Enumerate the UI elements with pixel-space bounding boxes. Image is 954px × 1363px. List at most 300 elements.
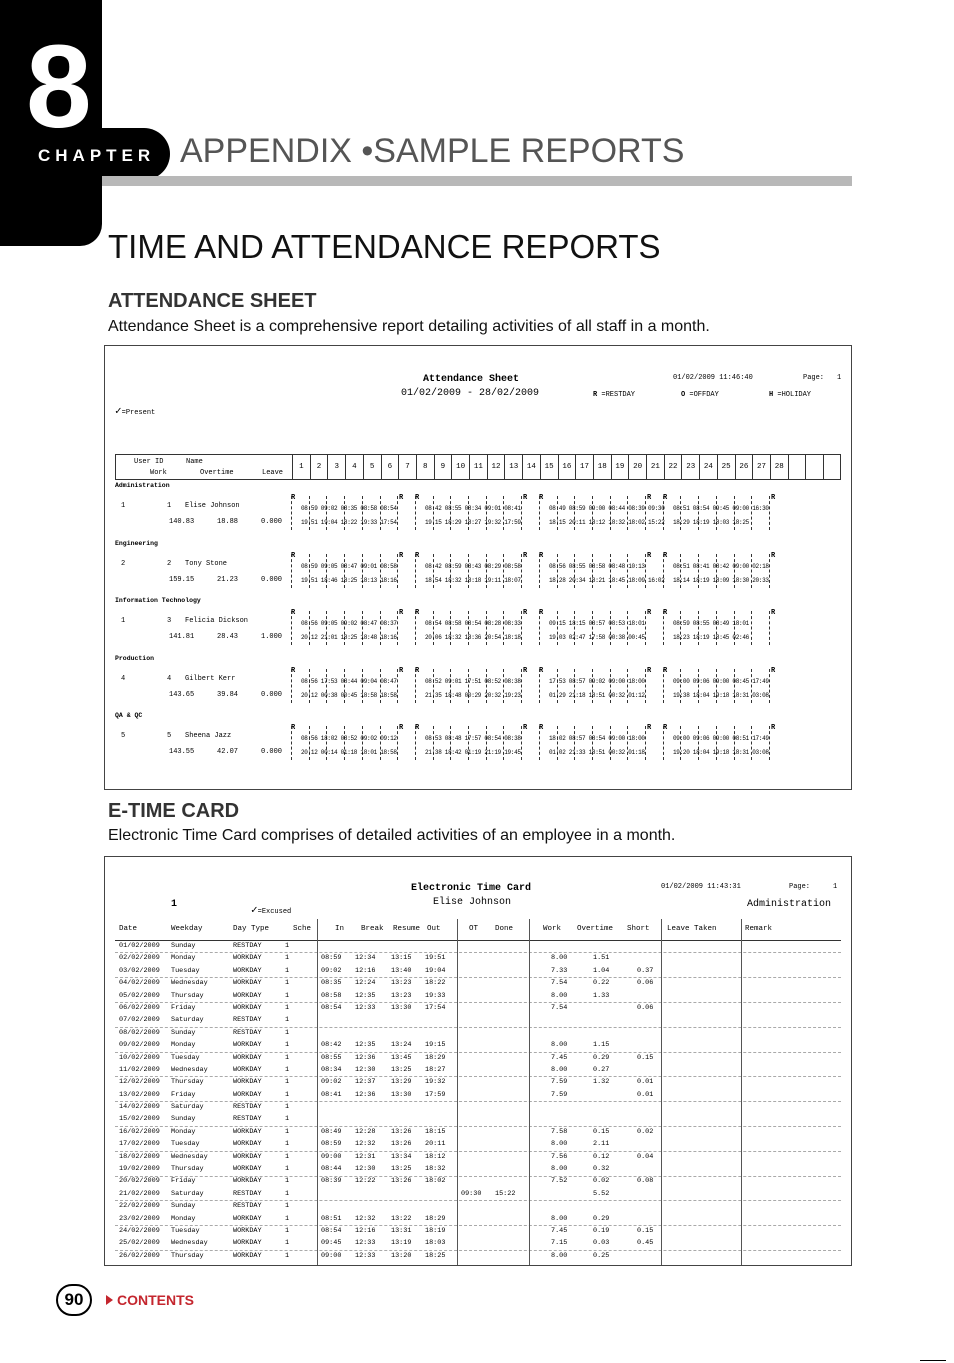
table-row [115, 1040, 841, 1052]
table-cell: 0.02 [593, 1177, 610, 1186]
day-header-cell: 18 [593, 455, 611, 479]
restday-marker: R [415, 609, 420, 617]
etc-report-title: Electronic Time Card [411, 883, 532, 894]
overtime-hours: 42.07 [217, 748, 239, 756]
day-header-cell: 10 [451, 455, 469, 479]
table-row [115, 1189, 841, 1201]
user-id: 5 [167, 732, 172, 740]
table-cell: 09:02 [321, 1078, 342, 1087]
table-row [115, 1090, 841, 1102]
header-rule [102, 176, 852, 186]
day-separator [539, 669, 540, 703]
excused-legend-label: =Excused [257, 908, 292, 916]
table-cell: 8.00 [551, 991, 568, 1000]
user-id: 3 [167, 617, 172, 625]
table-row [115, 1065, 841, 1077]
table-cell: 13/02/2009 [119, 1090, 160, 1099]
table-cell: 0.32 [593, 1165, 610, 1174]
dept-number: 1 [121, 617, 126, 625]
day-separator [397, 496, 398, 530]
table-cell: 12:35 [355, 991, 376, 1000]
user-id: 2 [167, 559, 172, 568]
table-cell: Monday [171, 1214, 196, 1223]
week-out-times: 18:54 18:32 18:18 19:11 18:07 [425, 576, 521, 584]
restday-marker: R [663, 666, 668, 675]
restday-marker: R [523, 666, 528, 675]
col-leave: Leave [262, 469, 284, 477]
week-out-times: 19:20 18:04 19:18 18:31 03:08 [673, 749, 769, 756]
leave-days: 0.000 [261, 575, 283, 584]
table-cell: 12:28 [355, 1127, 376, 1136]
table-cell: 18:22 [425, 979, 446, 988]
legend-holiday [769, 391, 811, 399]
column-header: Date [119, 925, 138, 933]
table-row [115, 1176, 841, 1188]
table-cell: 8.00 [551, 1165, 568, 1174]
table-cell: 08:55 [321, 1053, 342, 1062]
table-cell: 0.02 [637, 1127, 654, 1136]
dept-number: 4 [121, 674, 126, 683]
table-cell: 0.27 [593, 1065, 610, 1074]
column-header: Break [361, 925, 384, 933]
excused-legend [251, 903, 291, 917]
table-cell: 0.03 [593, 1239, 610, 1248]
table-cell: 24/02/2009 [119, 1226, 160, 1235]
table-cell: 0.01 [637, 1090, 654, 1099]
table-cell: 13:20 [391, 1251, 412, 1260]
table-cell: 1 [285, 1127, 290, 1136]
table-cell: WORKDAY [233, 954, 262, 963]
table-cell: 12/02/2009 [119, 1078, 160, 1087]
day-separator [769, 554, 770, 588]
contents-link[interactable] [106, 1292, 194, 1308]
work-hours: 141.81 [169, 633, 195, 641]
table-cell: Wednesday [171, 1239, 208, 1248]
leave-days: 1.000 [261, 633, 283, 641]
table-cell: 08/02/2009 [119, 1028, 160, 1037]
table-cell: 13:26 [391, 1177, 412, 1186]
legend-restday [593, 391, 635, 399]
table-cell: 13:34 [391, 1152, 412, 1161]
etc-employee-name: Elise Johnson [433, 897, 512, 908]
table-cell: 08:41 [321, 1090, 342, 1099]
table-cell: 12:34 [355, 954, 376, 963]
table-cell: 1 [285, 1065, 290, 1074]
checkmark-icon: ✓ [251, 905, 258, 917]
table-cell: 13:22 [391, 1214, 412, 1223]
week-in-times: 08:42 08:59 08:43 08:29 08:58 [425, 562, 521, 570]
table-cell: 09:30 [461, 1189, 482, 1198]
table-cell: 8.00 [551, 1140, 568, 1149]
table-cell: 0.19 [593, 1226, 610, 1235]
table-cell: 1 [285, 1003, 290, 1012]
table-cell: 13:29 [391, 1078, 412, 1087]
table-cell: 12:24 [355, 979, 376, 988]
column-header: Overtime [577, 925, 614, 933]
leave-days: 0.000 [261, 518, 283, 526]
legend-offday [681, 391, 719, 399]
day-separator [645, 726, 646, 760]
table-cell: Sunday [171, 1115, 196, 1124]
table-cell: 18:19 [425, 1226, 446, 1235]
column-rule [529, 919, 530, 1265]
table-cell: 13:30 [391, 1090, 412, 1099]
etc-page-value: 1 [833, 883, 838, 891]
table-row [115, 1201, 841, 1213]
table-row [115, 1102, 841, 1114]
table-cell: Wednesday [171, 1065, 208, 1074]
week-out-times: 21:35 18:48 00:29 20:32 19:23 [425, 691, 521, 699]
table-cell: Friday [171, 1177, 196, 1186]
work-hours: 140.83 [169, 518, 195, 526]
week-out-times: 18:28 20:34 18:21 18:45 18:09 16:02 [549, 576, 665, 584]
restday-marker: R [771, 666, 776, 675]
table-cell: 11/02/2009 [119, 1065, 160, 1074]
restday-marker: R [523, 609, 528, 617]
table-row [115, 1226, 841, 1238]
day-header-cell: 11 [469, 455, 487, 479]
chapter-number: 8 [26, 21, 92, 153]
day-header-cell: 3 [327, 455, 345, 479]
table-cell: 0.37 [637, 966, 654, 975]
day-separator [415, 669, 416, 703]
table-row [115, 1003, 841, 1015]
day-header-cell: 20 [628, 455, 646, 479]
week-in-times: 09:15 18:15 08:57 08:53 18:01 [549, 620, 645, 627]
table-cell: RESTDAY [233, 1028, 262, 1037]
table-cell: 12:31 [355, 1152, 376, 1161]
table-cell: 09:00 [321, 1251, 342, 1260]
table-cell: 09:00 [321, 1152, 342, 1161]
table-row [115, 941, 841, 953]
day-header-cell: 21 [646, 455, 664, 479]
table-row [115, 966, 841, 978]
table-cell: WORKDAY [233, 1078, 262, 1087]
restday-marker: R [663, 724, 668, 732]
week-in-times: 08:56 09:05 09:02 08:47 08:37 [301, 620, 397, 627]
table-cell: Thursday [171, 991, 204, 1000]
table-cell: RESTDAY [233, 1189, 262, 1198]
table-cell: 13:23 [391, 979, 412, 988]
day-separator [521, 726, 522, 760]
table-cell: 0.06 [637, 1003, 654, 1012]
table-cell: 1 [285, 1226, 290, 1235]
contents-label: CONTENTS [117, 1292, 194, 1308]
restday-marker: R [291, 609, 296, 617]
table-cell: 18/02/2009 [119, 1152, 160, 1161]
restday-marker: R [291, 551, 296, 560]
etime-table [115, 919, 841, 1263]
overtime-hours: 28.43 [217, 633, 239, 641]
column-header: Leave Taken [667, 925, 717, 933]
table-cell: Sunday [171, 1028, 196, 1037]
table-cell: 19/02/2009 [119, 1165, 160, 1174]
column-header: In [335, 925, 345, 933]
table-cell: 19:33 [425, 991, 446, 1000]
table-cell: 09/02/2009 [119, 1041, 160, 1050]
restday-marker: R [663, 494, 668, 502]
day-header-cell: 9 [434, 455, 452, 479]
day-header-cell: 13 [504, 455, 522, 479]
table-cell: Tuesday [171, 1226, 200, 1235]
table-cell: 0.22 [593, 979, 610, 988]
table-cell: 7.15 [551, 1239, 568, 1248]
day-header-cell: 17 [575, 455, 593, 479]
week-in-times: 09:00 09:06 09:00 08:51 17:49 [673, 735, 769, 742]
table-cell: Friday [171, 1003, 196, 1012]
table-cell: 04/02/2009 [119, 979, 160, 988]
day-separator [663, 669, 664, 703]
table-cell: WORKDAY [233, 1127, 262, 1136]
table-cell: 1 [285, 1202, 290, 1211]
department-label: Information Technology [115, 597, 201, 604]
restday-marker: R [415, 551, 420, 560]
restday-marker: R [647, 609, 652, 617]
day-header-cell: 4 [345, 455, 363, 479]
day-separator [663, 726, 664, 760]
table-cell: 15:22 [495, 1189, 516, 1198]
restday-marker: R [399, 494, 404, 502]
table-cell: 7.56 [551, 1152, 568, 1161]
column-header: Weekday [171, 925, 203, 933]
table-cell: 7.58 [551, 1127, 568, 1136]
table-cell: 10/02/2009 [119, 1053, 160, 1062]
restday-marker: R [647, 551, 652, 560]
overtime-hours: 18.88 [217, 518, 239, 526]
column-header: Done [495, 925, 514, 933]
week-out-times: 19:51 18:46 18:25 18:13 18:16 [301, 576, 397, 584]
week-out-times: 18:29 18:19 18:03 18:25 [673, 519, 749, 526]
etime-heading: E-TIME CARD [108, 800, 240, 822]
legend-restday-key: R [593, 391, 598, 399]
restday-marker: R [523, 551, 528, 560]
table-cell: 19:32 [425, 1078, 446, 1087]
corner-mark [920, 1360, 946, 1361]
table-cell: 8.00 [551, 1041, 568, 1050]
table-cell: 12:33 [355, 1239, 376, 1248]
day-header-cell [823, 455, 841, 479]
play-arrow-icon [106, 1295, 113, 1305]
table-cell: 13:19 [391, 1239, 412, 1248]
restday-marker: R [415, 494, 420, 502]
table-cell: 23/02/2009 [119, 1214, 160, 1223]
table-cell: 17/02/2009 [119, 1140, 160, 1149]
table-cell: Monday [171, 1041, 196, 1050]
table-cell: 13:25 [391, 1165, 412, 1174]
week-in-times: 08:59 09:05 08:47 09:01 08:58 [301, 562, 397, 570]
table-cell: 13:31 [391, 1226, 412, 1235]
restday-marker: R [399, 724, 404, 732]
etc-department: Administration [747, 899, 832, 910]
restday-marker: R [291, 724, 296, 732]
day-header-cell: 14 [522, 455, 540, 479]
etc-printed-time: 01/02/2009 11:43:31 [661, 883, 741, 891]
table-cell: 7.33 [551, 966, 568, 975]
table-cell: 1 [285, 1041, 290, 1050]
week-out-times: 19:03 02:47 17:58 00:38 00:45 [549, 634, 645, 641]
legend-offday-label: =OFFDAY [689, 391, 719, 399]
table-cell: 0.15 [593, 1127, 610, 1136]
day-separator [751, 611, 752, 645]
column-header: OT [469, 925, 479, 933]
table-cell: Saturday [171, 1016, 204, 1025]
table-cell: 1 [285, 1028, 290, 1037]
table-cell: 7.54 [551, 979, 568, 988]
chapter-word: CHAPTER [38, 146, 156, 165]
table-cell: 1 [285, 1078, 290, 1087]
table-cell: WORKDAY [233, 1226, 262, 1235]
table-cell: 1.51 [593, 954, 610, 963]
restday-marker: R [771, 551, 776, 560]
table-cell: 0.45 [637, 1239, 654, 1248]
att-printed-time: 01/02/2009 11:46:40 [673, 374, 753, 382]
table-cell: 0.06 [637, 979, 654, 988]
table-cell: 1 [285, 979, 290, 988]
day-separator [415, 554, 416, 588]
table-cell: Tuesday [171, 1140, 200, 1149]
week-in-times: 08:42 08:55 08:34 09:01 08:41 [425, 505, 521, 512]
week-in-times: 08:51 08:41 08:42 09:00 02:18 [673, 562, 769, 570]
table-cell: 5.52 [593, 1189, 610, 1198]
table-cell: 18:25 [425, 1251, 446, 1260]
table-cell: 12:32 [355, 1214, 376, 1223]
table-cell: 0.25 [593, 1251, 610, 1260]
table-row [115, 1238, 841, 1250]
table-cell: 12:30 [355, 1165, 376, 1174]
table-cell: 08:51 [321, 1214, 342, 1223]
day-separator [521, 554, 522, 588]
table-cell: 06/02/2009 [119, 1003, 160, 1012]
checkmark-icon: ✓ [115, 406, 122, 418]
table-cell: 08:58 [321, 991, 342, 1000]
table-cell: 1 [285, 1189, 290, 1198]
attendance-description: Attendance Sheet is a comprehensive report detailing activities of all staff in a month. [108, 318, 710, 335]
table-cell: 17:54 [425, 1003, 446, 1012]
day-separator [291, 496, 292, 530]
table-cell: WORKDAY [233, 1152, 262, 1161]
day-header-cell: 28 [770, 455, 788, 479]
day-separator [397, 554, 398, 588]
table-row [115, 1127, 841, 1139]
dept-number: 2 [121, 559, 126, 568]
table-cell: 13:40 [391, 966, 412, 975]
table-row [115, 1139, 841, 1151]
week-out-times: 01:02 21:33 18:51 00:32 01:18 [549, 749, 645, 756]
table-cell: 8.00 [551, 1065, 568, 1074]
week-out-times: 19:51 19:04 18:22 19:33 17:54 [301, 519, 397, 526]
table-cell: 09:02 [321, 966, 342, 975]
table-cell: 18:15 [425, 1127, 446, 1136]
legend-offday-key: O [681, 391, 686, 399]
attendance-heading: ATTENDANCE SHEET [108, 290, 317, 312]
table-cell: 7.45 [551, 1226, 568, 1235]
column-rule [741, 919, 742, 1265]
table-cell: Thursday [171, 1165, 204, 1174]
restday-marker: R [523, 724, 528, 732]
table-cell: 1.33 [593, 991, 610, 1000]
attendance-header-row [115, 454, 841, 480]
table-cell: 0.01 [637, 1078, 654, 1087]
legend-holiday-label: =HOLIDAY [777, 391, 812, 399]
table-cell: 18:03 [425, 1239, 446, 1248]
table-cell: Saturday [171, 1189, 204, 1198]
table-cell: 20/02/2009 [119, 1177, 160, 1186]
table-cell: 7.59 [551, 1078, 568, 1087]
restday-marker: R [539, 609, 544, 617]
day-header-cell: 23 [681, 455, 699, 479]
table-cell: Friday [171, 1090, 196, 1099]
table-cell: 12:32 [355, 1140, 376, 1149]
day-separator [539, 611, 540, 645]
table-cell: 22/02/2009 [119, 1202, 160, 1211]
table-cell: 01/02/2009 [119, 942, 160, 950]
day-separator [751, 496, 752, 530]
table-cell: WORKDAY [233, 1165, 262, 1174]
table-cell: 12:37 [355, 1078, 376, 1087]
table-cell: Thursday [171, 1078, 204, 1087]
table-cell: WORKDAY [233, 1003, 262, 1012]
table-cell: WORKDAY [233, 966, 262, 975]
table-row [115, 953, 841, 965]
table-cell: 05/02/2009 [119, 991, 160, 1000]
table-row [115, 1152, 841, 1164]
day-separator [291, 611, 292, 645]
day-separator [769, 669, 770, 703]
table-cell: Tuesday [171, 966, 200, 975]
leave-days: 0.000 [261, 748, 283, 756]
day-separator [291, 669, 292, 703]
restday-marker: R [539, 494, 544, 502]
table-cell: 0.12 [593, 1152, 610, 1161]
table-row [115, 978, 841, 990]
column-header: Resume [393, 925, 421, 933]
table-cell: RESTDAY [233, 1202, 262, 1211]
table-cell: 8.00 [551, 1214, 568, 1223]
table-cell: 19:51 [425, 954, 446, 963]
employee-name: Sheena Jazz [185, 732, 232, 740]
work-hours: 143.65 [169, 690, 195, 699]
col-overtime: Overtime [200, 469, 234, 477]
restday-marker: R [647, 724, 652, 732]
day-separator [539, 554, 540, 588]
etime-table-header [115, 919, 841, 941]
table-cell: 0.04 [637, 1152, 654, 1161]
table-cell: 12:16 [355, 966, 376, 975]
table-cell: 21/02/2009 [119, 1189, 160, 1198]
restday-marker: R [539, 666, 544, 675]
column-header: Work [543, 925, 562, 933]
col-work: Work [150, 469, 167, 477]
restday-marker: R [539, 724, 544, 732]
etime-table-body [115, 941, 841, 1263]
day-separator [521, 496, 522, 530]
table-cell: 09:45 [321, 1239, 342, 1248]
day-header-cell: 16 [558, 455, 576, 479]
table-row [115, 1028, 841, 1040]
table-cell: 1 [285, 1115, 290, 1124]
table-cell: 1 [285, 1140, 290, 1149]
employee-name: Tony Stone [185, 559, 228, 568]
table-cell: 18:29 [425, 1053, 446, 1062]
restday-marker: R [647, 494, 652, 502]
table-cell: 1.15 [593, 1041, 610, 1050]
employee-name: Felicia Dickson [185, 617, 249, 625]
table-cell: 08:49 [321, 1127, 342, 1136]
table-cell: 19:15 [425, 1041, 446, 1050]
table-cell: 1 [285, 1214, 290, 1223]
week-out-times: 20:12 21:01 18:25 18:48 18:16 [301, 634, 397, 641]
table-cell: WORKDAY [233, 1041, 262, 1050]
